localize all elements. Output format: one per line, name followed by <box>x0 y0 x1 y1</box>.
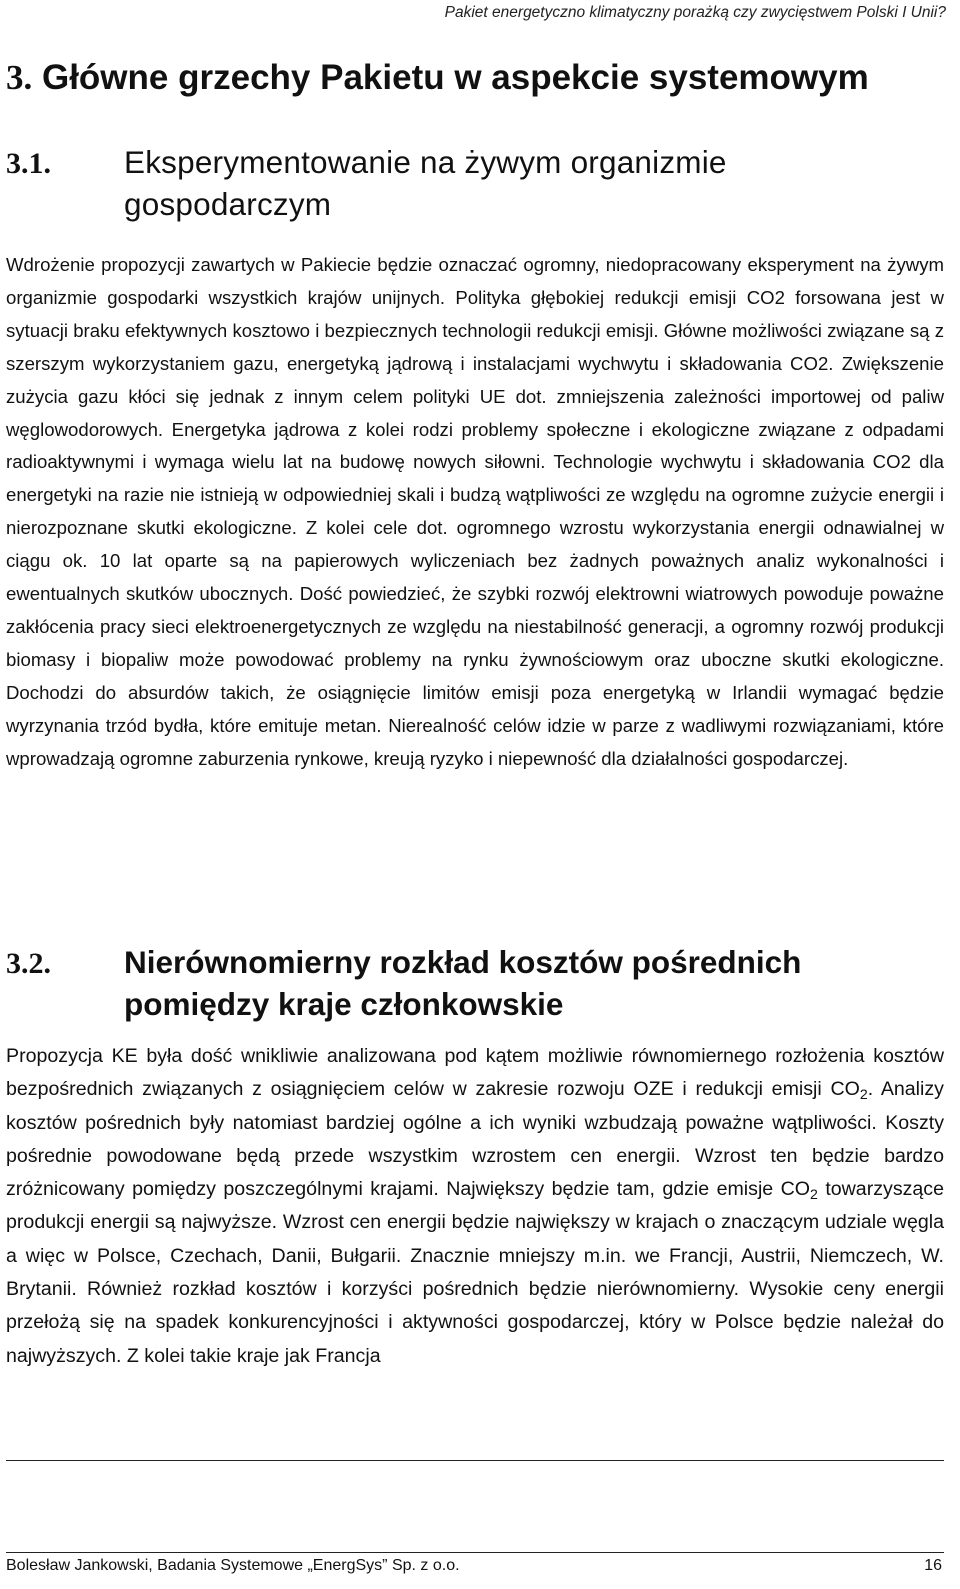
footer-author: Bolesław Jankowski, Badania Systemowe „EnergSys” Sp. z o.o. <box>6 1557 460 1574</box>
page-number: 16 <box>924 1557 942 1574</box>
section-3-1-number: 3.1. <box>6 147 51 180</box>
section-3-2-heading <box>6 942 801 1024</box>
section-3-1-title-line2: gospodarczym <box>124 186 332 222</box>
footer-separator <box>6 1552 944 1553</box>
section-3-heading <box>6 58 869 98</box>
section-3-number: 3. <box>6 58 33 97</box>
footnote-separator <box>6 1460 944 1461</box>
paragraph-text-part1: Propozycja KE była dość wnikliwie analizowana pod kątem możliwie równomiernego rozłożenia kosztów bezpośrednich związanych z osiągnięciem celów w zakresie rozwoju OZE i redukcji emisji CO <box>6 1045 944 1101</box>
subscript-2: 2 <box>810 1186 818 1203</box>
section-3-2-paragraph <box>6 1040 944 1373</box>
paragraph-text-part3: towarzyszące produkcji energii są najwyższe. Wzrost cen energii będzie największy w krajach o znaczącym udziale węgla a więc w Polsce, Czechach, Danii, Bułgarii. Znacznie mniejszy m.in. we Francji, Austrii, Niemczech, W. Brytanii. Również rozkład kosztów i korzyści pośrednich będzie nierównomierny. Wysokie ceny energii przełożą się na spadek konkurencyjności i aktywności gospodarczej, który w Polsce będzie należał do najwyższych. Z kolei takie kraje jak Francja <box>6 1178 945 1367</box>
running-header: Pakiet energetyczno klimatyczny porażką czy zwycięstwem Polski I Unii? <box>444 4 946 21</box>
section-3-1-paragraph: Wdrożenie propozycji zawartych w Pakiecie będzie oznaczać ogromny, niedopracowany eksperyment na żywym organizmie gospodarki wszystkich krajów unijnych. Polityka głębokiej redukcji emisji CO2 forsowana jest w sytuacji braku efektywnych kosztowo i bezpiecznych technologii redukcji emisji. Główne możliwości związane są z szerszym wykorzystaniem gazu, energetyką jądrową i instalacjami wychwytu i składowania CO2. Zwiększenie zużycia gazu kłóci się jednak z innym celem polityki UE dot. zmniejszenia zależności importowej od paliw węglowodorowych. Energetyka jądrowa z kolei rodzi problemy społeczne i ekologiczne związane z odpadami radioaktywnymi i wymaga wielu lat na budowę nowych siłowni. Technologie wychwytu i składowania CO2 dla energetyki na razie nie istnieją w odpowiedniej skali i budzą wątpliwości ze względu na ogromne zużycie energii i nierozpoznane skutki ekologiczne. Z kolei cele dot. ogromnego wzrostu wykorzystania energii odnawialnej w ciągu ok. 10 lat oparte są na papierowych wyliczeniach bez żadnych poważnych analiz wykonalności i ewentualnych skutków ubocznych. Dość powiedzieć, że szybki rozwój elektrowni wiatrowych powoduje poważne zakłócenia pracy sieci elektroenergetycznych ze względu na niestabilność generacji, a ogromny rozwój produkcji biomasy i biopaliw może powodować problemy na rynku żywnościowym oraz uboczne skutki ekologiczne. Dochodzi do absurdów takich, że osiągnięcie limitów emisji poza energetyką w Irlandii wymagać będzie wyrzynania trzód bydła, które emituje metan. Nierealność celów idzie w parze z wadliwymi rozwiązaniami, które wprowadzają ogromne zaburzenia rynkowe, kreują ryzyko i niepewność dla działalności gospodarczej. <box>6 254 944 769</box>
section-3-2-title-line2: pomiędzy kraje członkowskie <box>124 986 564 1022</box>
section-3-2-number: 3.2. <box>6 947 51 980</box>
section-3-2-title-line1: Nierównomierny rozkład kosztów pośrednich <box>124 944 802 980</box>
section-3-title: Główne grzechy Pakietu w aspekcie systemowym <box>41 58 869 97</box>
section-3-1-title-line1: Eksperymentowanie na żywym organizmie <box>124 144 727 180</box>
paragraph-text-part2: . Analizy kosztów pośrednich były natomiast bardziej ogólne a ich wyniki wzbudzają poważne wątpliwości. Koszty pośrednie powodowane będą przede wszystkim wzrostem cen energii. Wzrost ten będzie bardzo zróżnicowany pomiędzy poszczególnymi krajami. Największy będzie tam, gdzie emisje CO <box>6 1078 944 1201</box>
section-3-1-heading <box>6 142 727 224</box>
subscript-2: 2 <box>859 1086 868 1103</box>
